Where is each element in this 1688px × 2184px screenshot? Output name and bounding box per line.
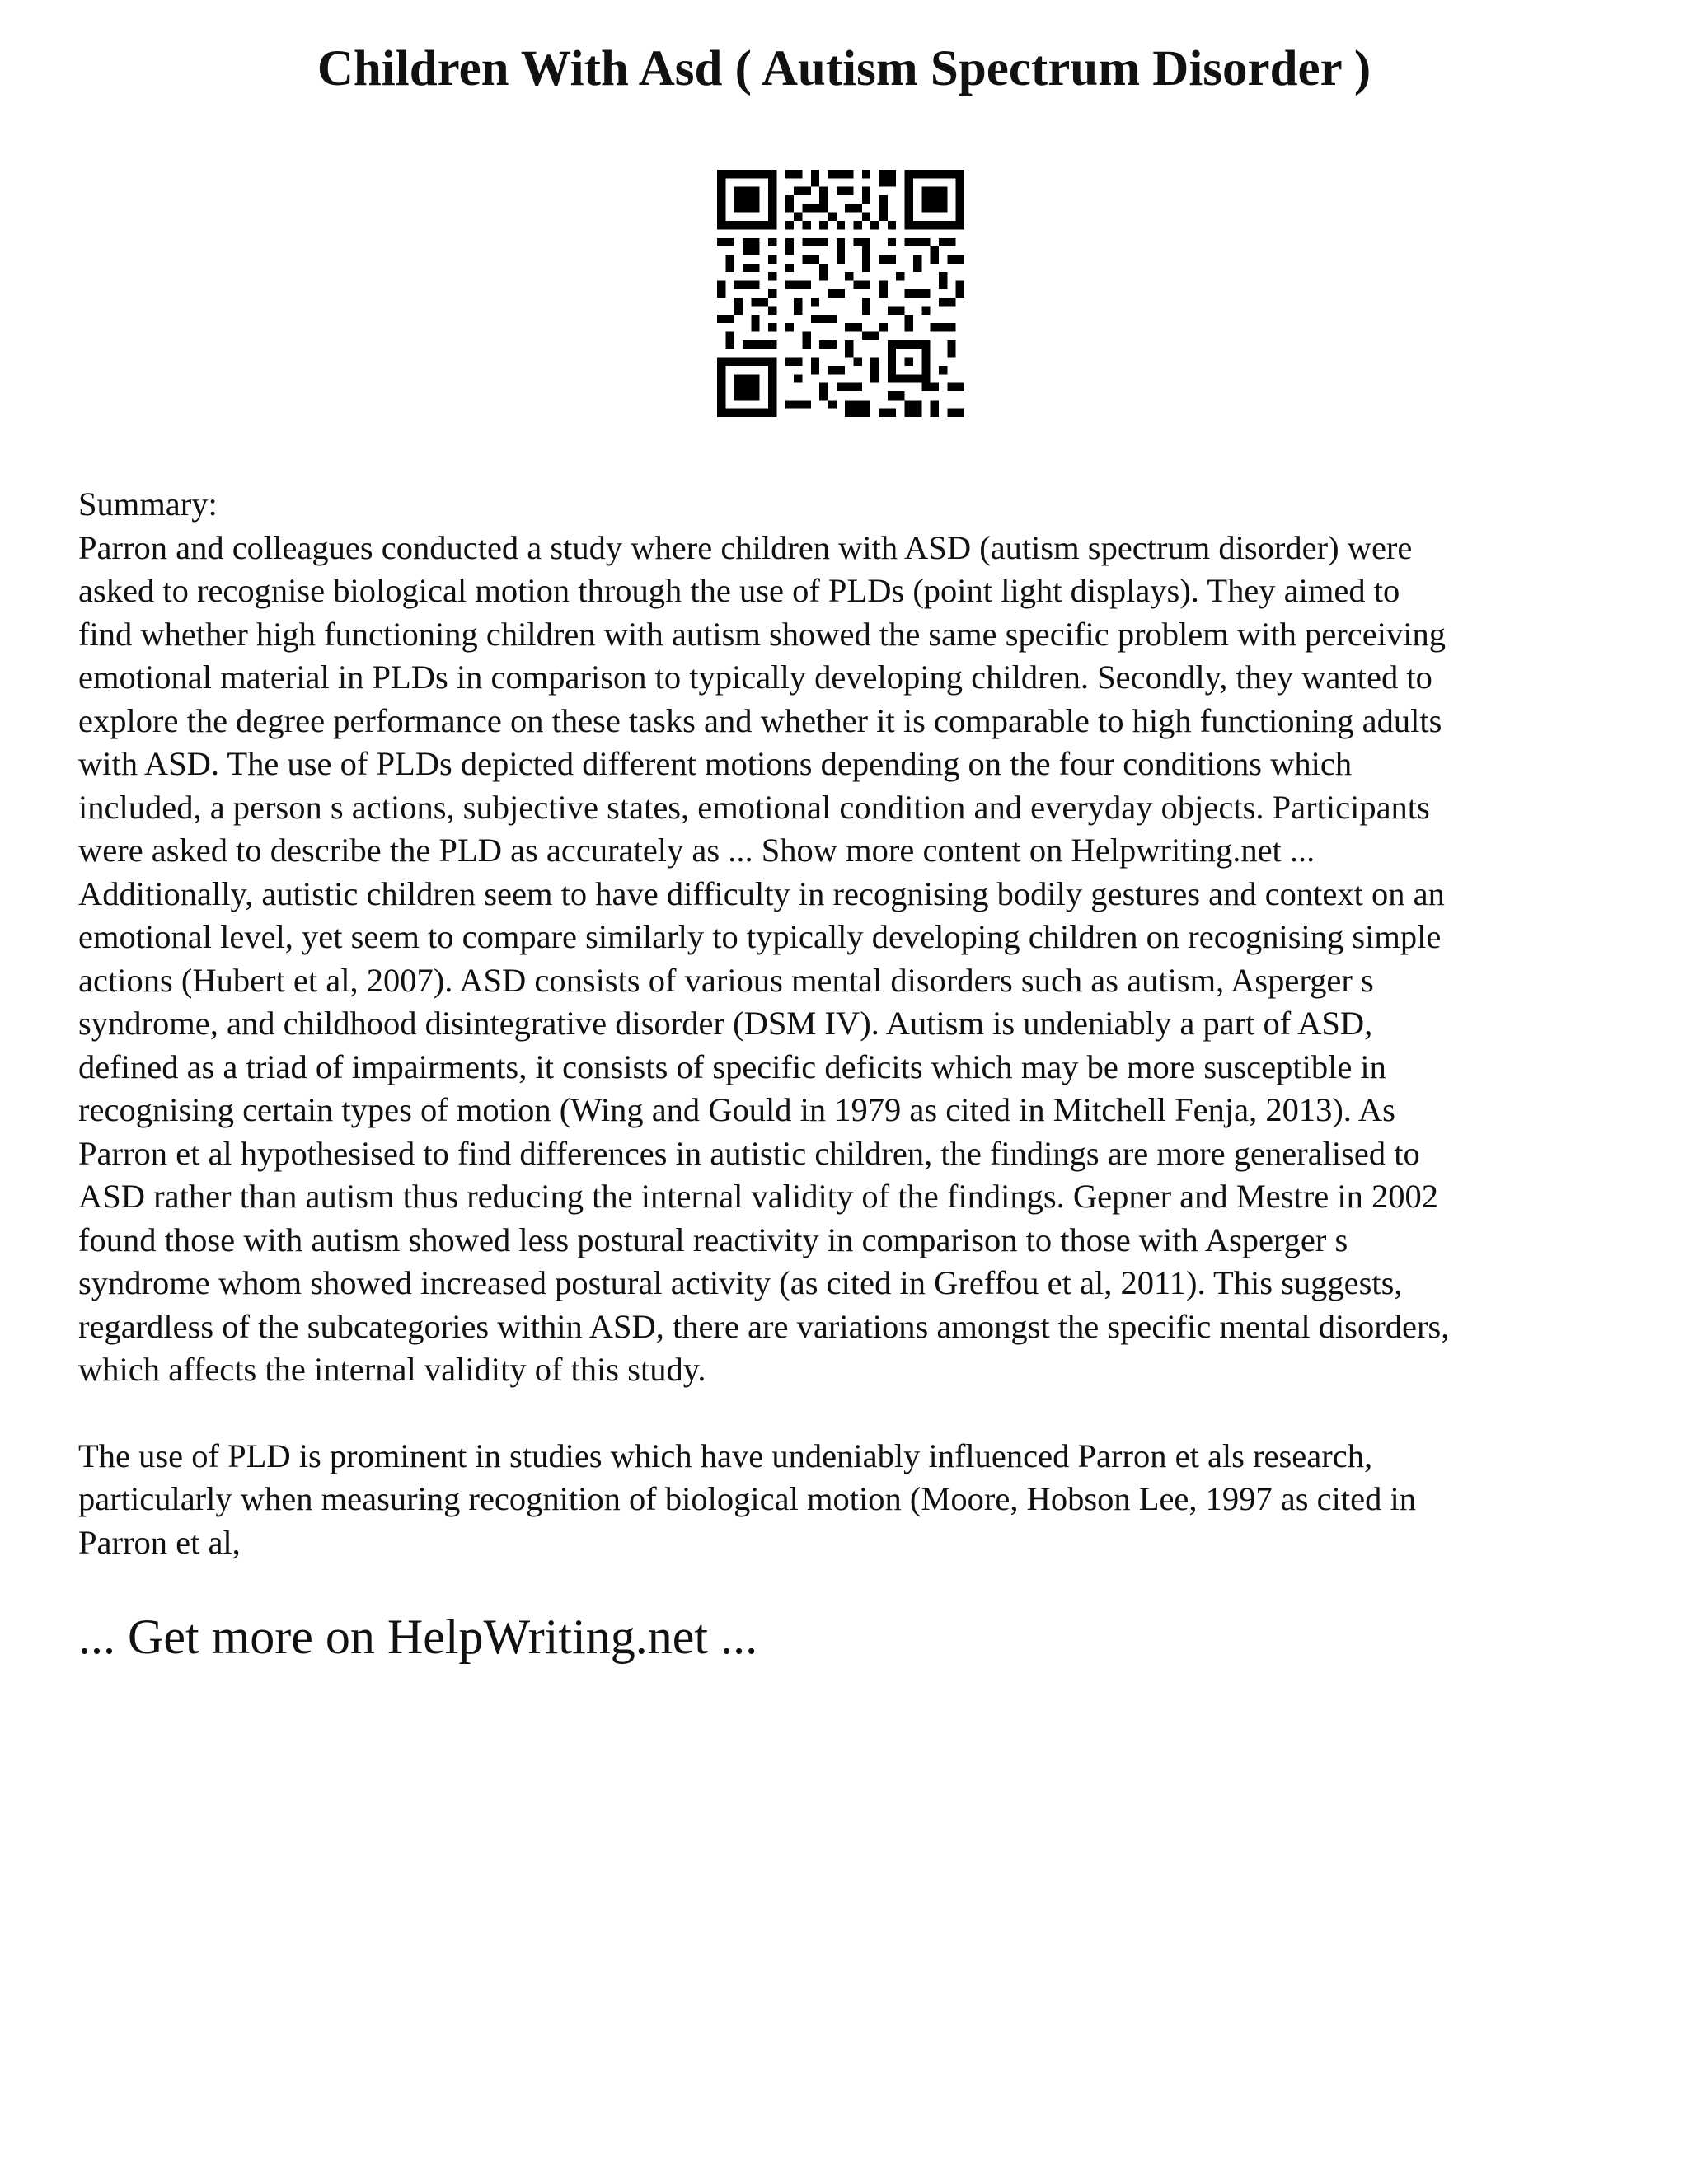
get-more-link[interactable]: ... Get more on HelpWriting.net ... — [78, 1610, 758, 1664]
summary-paragraph: Parron and colleagues conducted a study where children with ASD (autism spectrum disorder) were asked to recognise biological motion through the use of PLDs (point light displays). They aimed to find whether high functioning children with autism showed the same specific problem with perceiving emotional material in PLDs in comparison to typically developing children. Secondly, they wanted to explore the degree performance on these tasks and whether it is comparable to high functioning adults with ASD. The use of PLDs depicted different motions depending on the four conditions which included, a person s actions, subjective states, emotional condition and everyday objects. Participants were asked to describe the PLD as accurately as ... Show more content on Helpwriting.net ... Additionally, autistic children seem to have difficulty in recognising bodily gestures and context on an emotional level, yet seem to compare similarly to typically developing children on recognising simple actions (Hubert et al, 2007). ASD consists of various mental disorders such as autism, Asperger s syndrome, and childhood disintegrative disorder (DSM IV). Autism is undeniably a part of ASD, defined as a triad of impairments, it consists of specific deficits which may be more susceptible in recognising certain types of motion (Wing and Gould in 1979 as cited in Mitchell Fenja, 2013). As Parron et al hypothesised to find differences in autistic children, the findings are more generalised to ASD rather than autism thus reducing the internal validity of the findings. Gepner and Mestre in 2002 found those with autism showed less postural reactivity in comparison to those with Asperger s syndrome whom showed increased postural activity (as cited in Greffou et al, 2011). This suggests, regardless of the subcategories within ASD, there are variations amongst the specific mental disorders, which affects the internal validity of this study. — [78, 528, 1450, 1388]
paragraph-spacer — [78, 1392, 1628, 1435]
document-title: Children With Asd ( Autism Spectrum Disorder ) — [316, 41, 1372, 96]
qr-code-icon[interactable] — [717, 170, 964, 417]
document-body — [78, 483, 1628, 1564]
second-paragraph: The use of PLD is prominent in studies which have undeniably influenced Parron et als research, particularly when measuring recognition of biological motion (Moore, Hobson Lee, 1997 as cited in Parron et al, — [78, 1436, 1416, 1561]
summary-label: Summary: — [78, 485, 218, 523]
